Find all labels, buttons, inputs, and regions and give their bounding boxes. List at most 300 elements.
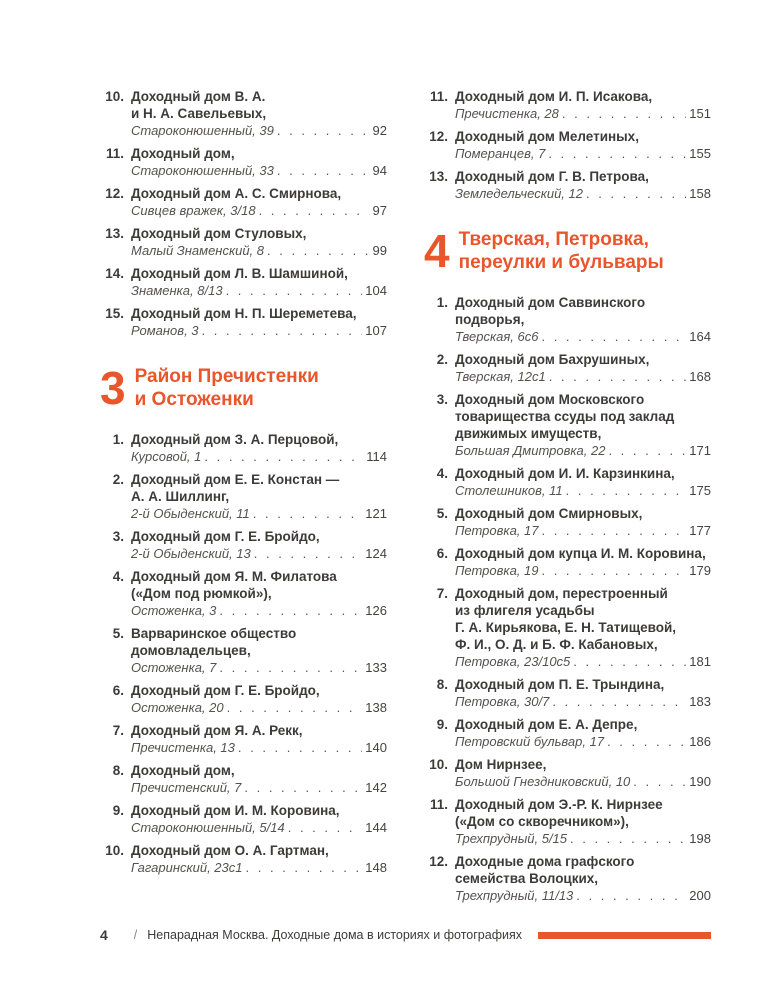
entry-address: Большой Гнездниковский, 10 bbox=[455, 774, 631, 789]
entry-page-number: 92 bbox=[372, 123, 387, 138]
entry-number: 8. bbox=[112, 763, 124, 778]
entry-title-line: Доходный дом В. А. bbox=[131, 89, 266, 104]
entry-title-line: Доходный дом И. М. Коровина, bbox=[131, 803, 340, 818]
entry-address-row bbox=[131, 659, 387, 676]
dot-leader bbox=[254, 545, 363, 562]
entry-title bbox=[455, 128, 711, 145]
entry-number: 7. bbox=[112, 723, 124, 738]
section-number: 3 bbox=[100, 362, 126, 414]
entry-title bbox=[131, 185, 387, 202]
section-header bbox=[424, 225, 711, 277]
toc-entry bbox=[424, 796, 711, 847]
entry-body bbox=[131, 682, 387, 716]
toc-entry bbox=[100, 625, 387, 676]
entry-number: 4. bbox=[112, 569, 124, 584]
entry-address: Курсовой, 1 bbox=[131, 449, 202, 464]
entry-title bbox=[131, 568, 387, 602]
entry-address-row bbox=[131, 505, 387, 522]
toc-entry bbox=[100, 145, 387, 179]
entry-page-number: 179 bbox=[689, 563, 711, 578]
entry-title bbox=[455, 545, 711, 562]
entry-title-line: А. А. Шиллинг, bbox=[131, 489, 230, 504]
entry-address: Петровка, 30/7 bbox=[455, 694, 550, 709]
entry-address-row bbox=[455, 328, 711, 345]
entry-address-row bbox=[131, 162, 387, 179]
entry-title-line: Доходный дом И. П. Исакова, bbox=[455, 89, 653, 104]
entry-address: Остоженка, 3 bbox=[131, 603, 217, 618]
entry-title bbox=[131, 802, 387, 819]
section-title-line: Район Пречистенки bbox=[134, 366, 319, 387]
entry-title-line: домовладельцев, bbox=[131, 643, 251, 658]
toc-column bbox=[100, 88, 387, 882]
entry-page-number: 190 bbox=[689, 774, 711, 789]
entry-page-number: 148 bbox=[365, 860, 387, 875]
dot-leader bbox=[219, 659, 362, 676]
toc-entry bbox=[100, 431, 387, 465]
section-title bbox=[135, 365, 319, 411]
entry-address: Пречистенка, 28 bbox=[455, 106, 559, 121]
entry-address: Петровка, 19 bbox=[455, 563, 539, 578]
entry-body bbox=[455, 294, 711, 345]
entry-address-row bbox=[131, 779, 387, 796]
entry-address-row bbox=[455, 368, 711, 385]
entry-address-row bbox=[131, 739, 387, 756]
entry-page-number: 198 bbox=[689, 831, 711, 846]
entry-title-line: из флигеля усадьбы bbox=[455, 603, 595, 618]
toc-entry bbox=[100, 762, 387, 796]
dot-leader bbox=[246, 859, 363, 876]
entry-address: 2-й Обыденский, 13 bbox=[131, 546, 251, 561]
entry-address-row bbox=[455, 733, 711, 750]
entry-number: 12. bbox=[105, 186, 124, 201]
entry-title-line: Доходный дом Бахрушиных, bbox=[455, 352, 650, 367]
entry-title-line: Доходный дом О. А. Гартман, bbox=[131, 843, 329, 858]
entry-address-row bbox=[131, 202, 387, 219]
entry-page-number: 200 bbox=[689, 888, 711, 903]
entry-page-number: 99 bbox=[372, 243, 387, 258]
toc-entry bbox=[424, 168, 711, 202]
entry-body bbox=[455, 351, 711, 385]
entry-page-number: 138 bbox=[365, 700, 387, 715]
entry-address: Староконюшенный, 33 bbox=[131, 163, 274, 178]
entry-title-line: и Н. А. Савельевых, bbox=[131, 106, 267, 121]
toc-entry bbox=[100, 185, 387, 219]
toc-entry bbox=[100, 682, 387, 716]
dot-leader bbox=[566, 482, 687, 499]
toc-entry bbox=[100, 265, 387, 299]
entry-number: 3. bbox=[112, 529, 124, 544]
dot-leader bbox=[244, 779, 362, 796]
entry-body bbox=[131, 471, 387, 522]
entry-address: Сивцев вражек, 3/18 bbox=[131, 203, 256, 218]
entry-title bbox=[131, 471, 387, 505]
entry-title bbox=[455, 88, 711, 105]
entry-number: 10. bbox=[429, 757, 448, 772]
dot-leader bbox=[202, 322, 363, 339]
dot-leader bbox=[238, 739, 362, 756]
entry-address-row bbox=[455, 105, 711, 122]
entry-title-line: Доходный дом, перестроенный bbox=[455, 586, 668, 601]
entry-page-number: 94 bbox=[372, 163, 387, 178]
entry-body bbox=[131, 762, 387, 796]
dot-leader bbox=[549, 368, 687, 385]
entry-title bbox=[131, 431, 387, 448]
entry-body bbox=[455, 585, 711, 670]
entry-title bbox=[131, 762, 387, 779]
toc-entry bbox=[424, 676, 711, 710]
entry-address-row bbox=[131, 602, 387, 619]
toc-entry bbox=[100, 471, 387, 522]
entry-address-row bbox=[131, 242, 387, 259]
entry-body bbox=[131, 528, 387, 562]
entry-title-line: Доходный дом купца И. М. Коровина, bbox=[455, 546, 706, 561]
entry-body bbox=[455, 88, 711, 122]
toc-entry bbox=[100, 568, 387, 619]
toc-entry bbox=[424, 545, 711, 579]
entry-number: 6. bbox=[112, 683, 124, 698]
entry-number: 13. bbox=[105, 226, 124, 241]
dot-leader bbox=[267, 242, 370, 259]
entry-page-number: 114 bbox=[366, 449, 387, 464]
toc-entry bbox=[424, 294, 711, 345]
dot-leader bbox=[573, 653, 686, 670]
entry-title bbox=[455, 168, 711, 185]
dot-leader bbox=[541, 328, 686, 345]
entry-address: Гагаринский, 23с1 bbox=[131, 860, 243, 875]
entry-address-row bbox=[455, 693, 711, 710]
entry-page-number: 121 bbox=[365, 506, 387, 521]
entry-title bbox=[455, 391, 711, 442]
entry-title bbox=[131, 88, 387, 122]
entry-page-number: 97 bbox=[372, 203, 387, 218]
entry-address-row bbox=[455, 887, 711, 904]
entry-address-row bbox=[131, 859, 387, 876]
entry-address: Померанцев, 7 bbox=[455, 146, 546, 161]
dot-leader bbox=[288, 819, 363, 836]
entry-number: 9. bbox=[112, 803, 124, 818]
entry-body bbox=[455, 716, 711, 750]
entry-body bbox=[131, 225, 387, 259]
entry-body bbox=[455, 796, 711, 847]
entry-page-number: 144 bbox=[365, 820, 387, 835]
entry-title bbox=[131, 722, 387, 739]
dot-leader bbox=[633, 773, 686, 790]
entry-page-number: 104 bbox=[365, 283, 387, 298]
dot-leader bbox=[562, 105, 686, 122]
toc-columns bbox=[100, 88, 711, 927]
entry-page-number: 175 bbox=[689, 483, 711, 498]
entry-title-line: Доходный дом Л. В. Шамшиной, bbox=[131, 266, 348, 281]
dot-leader bbox=[576, 887, 686, 904]
toc-entry bbox=[424, 585, 711, 670]
dot-leader bbox=[226, 282, 363, 299]
entry-title bbox=[455, 351, 711, 368]
entry-address-row bbox=[131, 122, 387, 139]
entry-title-line: Ф. И., О. Д. и Б. Ф. Кабановых, bbox=[455, 637, 658, 652]
entry-title-line: движимых имуществ, bbox=[455, 426, 602, 441]
entry-title bbox=[455, 853, 711, 887]
entry-address-row bbox=[455, 442, 711, 459]
entry-title bbox=[455, 505, 711, 522]
entry-page-number: 124 bbox=[365, 546, 387, 561]
entry-title-line: Г. А. Кирьякова, Е. Н. Татищевой, bbox=[455, 620, 677, 635]
entry-address-row bbox=[455, 185, 711, 202]
entry-title-line: Доходные дома графского bbox=[455, 854, 635, 869]
entry-address: Тверская, 6с6 bbox=[455, 329, 539, 344]
entry-body bbox=[455, 853, 711, 904]
entry-number: 12. bbox=[429, 129, 448, 144]
entry-page-number: 107 bbox=[365, 323, 387, 338]
entry-address-row bbox=[455, 145, 711, 162]
entry-page-number: 181 bbox=[689, 654, 711, 669]
entry-body bbox=[131, 722, 387, 756]
entry-number: 9. bbox=[436, 717, 448, 732]
entry-page-number: 155 bbox=[689, 146, 711, 161]
dot-leader bbox=[253, 505, 363, 522]
entry-title bbox=[455, 585, 711, 653]
entry-number: 12. bbox=[429, 854, 448, 869]
entry-number: 1. bbox=[112, 432, 124, 447]
entry-title-line: Дом Нирнзее, bbox=[455, 757, 547, 772]
entry-page-number: 142 bbox=[365, 780, 387, 795]
toc-entry bbox=[100, 305, 387, 339]
entry-title bbox=[131, 625, 387, 659]
entry-address-row bbox=[131, 282, 387, 299]
entry-body bbox=[131, 185, 387, 219]
entry-title-line: Доходный дом Мелетиных, bbox=[455, 129, 639, 144]
dot-leader bbox=[570, 830, 686, 847]
toc-column bbox=[424, 88, 711, 910]
entry-body bbox=[455, 676, 711, 710]
entry-address: 2-й Обыденский, 11 bbox=[131, 506, 250, 521]
entry-title-line: Доходный дом Н. П. Шереметева, bbox=[131, 306, 357, 321]
entry-title bbox=[455, 716, 711, 733]
entry-body bbox=[131, 431, 387, 465]
entry-address-row bbox=[131, 448, 387, 465]
entry-address: Знаменка, 8/13 bbox=[131, 283, 223, 298]
footer-accent-bar bbox=[538, 932, 711, 939]
entry-page-number: 126 bbox=[365, 603, 387, 618]
section-title bbox=[459, 228, 664, 274]
entry-title bbox=[131, 265, 387, 282]
toc-entry bbox=[424, 465, 711, 499]
entry-title-line: Доходный дом, bbox=[131, 763, 235, 778]
entry-title-line: Доходный дом Е. Е. Констан — bbox=[131, 472, 340, 487]
entry-address-row bbox=[455, 522, 711, 539]
entry-page-number: 151 bbox=[689, 106, 711, 121]
entry-number: 6. bbox=[436, 546, 448, 561]
dot-leader bbox=[277, 122, 370, 139]
toc-entry bbox=[100, 225, 387, 259]
entry-title bbox=[455, 294, 711, 328]
entry-address: Петровка, 17 bbox=[455, 523, 539, 538]
entry-page-number: 164 bbox=[689, 329, 711, 344]
entry-title-line: Доходный дом Е. А. Депре, bbox=[455, 717, 638, 732]
entry-address: Остоженка, 7 bbox=[131, 660, 217, 675]
entry-title bbox=[455, 676, 711, 693]
entry-page-number: 158 bbox=[689, 186, 711, 201]
entry-title-line: Доходный дом Саввинского подворья, bbox=[455, 295, 646, 327]
entry-page-number: 186 bbox=[689, 734, 711, 749]
entry-title bbox=[131, 225, 387, 242]
entry-body bbox=[131, 568, 387, 619]
entry-address: Столешников, 11 bbox=[455, 483, 563, 498]
toc-entry bbox=[424, 756, 711, 790]
section-number: 4 bbox=[424, 225, 450, 277]
dot-leader bbox=[259, 202, 370, 219]
entry-address-row bbox=[131, 819, 387, 836]
entry-body bbox=[455, 505, 711, 539]
entry-address: Земледельческий, 12 bbox=[455, 186, 583, 201]
dot-leader bbox=[541, 522, 686, 539]
entry-page-number: 133 bbox=[365, 660, 387, 675]
entry-number: 11. bbox=[105, 146, 124, 161]
entry-address-row bbox=[131, 699, 387, 716]
entry-title-line: Доходный дом А. С. Смирнова, bbox=[131, 186, 342, 201]
entry-title bbox=[455, 756, 711, 773]
dot-leader bbox=[227, 699, 363, 716]
entry-title bbox=[131, 842, 387, 859]
entry-body bbox=[131, 802, 387, 836]
footer bbox=[100, 927, 711, 943]
entry-address-row bbox=[131, 545, 387, 562]
footer-page-number: 4 bbox=[100, 927, 108, 943]
entry-address: Трехпрудный, 5/15 bbox=[455, 831, 568, 846]
entry-address-row bbox=[455, 773, 711, 790]
section-title-line: и Остоженки bbox=[134, 389, 254, 410]
entry-address: Малый Знаменский, 8 bbox=[131, 243, 265, 258]
entry-title-line: Доходный дом П. Е. Трындина, bbox=[455, 677, 665, 692]
entry-title-line: Доходный дом Я. А. Рекк, bbox=[131, 723, 303, 738]
entry-title-line: («Дом со скворечником»), bbox=[455, 814, 629, 829]
entry-page-number: 140 bbox=[365, 740, 387, 755]
entry-title bbox=[455, 796, 711, 830]
entry-body bbox=[131, 145, 387, 179]
entry-title-line: Доходный дом Московского bbox=[455, 392, 645, 407]
entry-title-line: Доходный дом Я. М. Филатова bbox=[131, 569, 337, 584]
dot-leader bbox=[277, 162, 370, 179]
entry-address: Трехпрудный, 11/13 bbox=[455, 888, 574, 903]
entry-number: 11. bbox=[429, 797, 448, 812]
dot-leader bbox=[204, 448, 363, 465]
entry-body bbox=[131, 305, 387, 339]
entry-number: 14. bbox=[105, 266, 124, 281]
entry-title bbox=[455, 465, 711, 482]
entry-title-line: Доходный дом З. А. Перцовой, bbox=[131, 432, 339, 447]
entry-title-line: Варваринское общество bbox=[131, 626, 297, 641]
toc-entry bbox=[424, 351, 711, 385]
entry-title-line: товарищества ссуды под заклад bbox=[455, 409, 675, 424]
entry-page-number: 183 bbox=[689, 694, 711, 709]
entry-title bbox=[131, 145, 387, 162]
toc-entry bbox=[100, 528, 387, 562]
entry-number: 7. bbox=[436, 586, 448, 601]
entry-body bbox=[455, 756, 711, 790]
entry-address: Остоженка, 20 bbox=[131, 700, 224, 715]
entry-number: 10. bbox=[105, 89, 124, 104]
entry-title-line: Доходный дом Г. Е. Бройдо, bbox=[131, 683, 320, 698]
dot-leader bbox=[548, 145, 686, 162]
entry-title-line: Доходный дом Г. Е. Бройдо, bbox=[131, 529, 320, 544]
footer-book-title: Непарадная Москва. Доходные дома в историях и фотографиях bbox=[147, 928, 522, 942]
entry-number: 5. bbox=[436, 506, 448, 521]
section-title-line: переулки и бульвары bbox=[458, 252, 664, 273]
entry-title-line: Доходный дом Г. В. Петрова, bbox=[455, 169, 649, 184]
toc-entry bbox=[424, 88, 711, 122]
entry-title bbox=[131, 528, 387, 545]
entry-body bbox=[455, 545, 711, 579]
entry-title-line: Доходный дом Смирновых, bbox=[455, 506, 643, 521]
entry-body bbox=[131, 88, 387, 139]
entry-address: Староконюшенный, 39 bbox=[131, 123, 274, 138]
dot-leader bbox=[607, 733, 686, 750]
entry-body bbox=[455, 465, 711, 499]
entry-number: 2. bbox=[112, 472, 124, 487]
entry-title-line: Доходный дом И. И. Карзинкина, bbox=[455, 466, 675, 481]
entry-number: 4. bbox=[436, 466, 448, 481]
dot-leader bbox=[608, 442, 686, 459]
entry-body bbox=[131, 842, 387, 876]
entry-address: Пречистенский, 7 bbox=[131, 780, 242, 795]
entry-address: Староконюшенный, 5/14 bbox=[131, 820, 285, 835]
toc-entry bbox=[424, 853, 711, 904]
section-header bbox=[100, 362, 387, 414]
entry-number: 2. bbox=[436, 352, 448, 367]
footer-separator: / bbox=[133, 928, 138, 942]
entry-title bbox=[131, 305, 387, 322]
entry-address-row bbox=[131, 322, 387, 339]
toc-entry bbox=[424, 128, 711, 162]
entry-number: 8. bbox=[436, 677, 448, 692]
entry-number: 5. bbox=[112, 626, 124, 641]
entry-title bbox=[131, 682, 387, 699]
toc-entry bbox=[100, 722, 387, 756]
entry-title-line: Доходный дом Стуловых, bbox=[131, 226, 307, 241]
toc-entry bbox=[100, 802, 387, 836]
entry-address: Тверская, 12с1 bbox=[455, 369, 546, 384]
entry-number: 10. bbox=[105, 843, 124, 858]
entry-address: Пречистенка, 13 bbox=[131, 740, 235, 755]
entry-number: 1. bbox=[436, 295, 448, 310]
entry-title-line: Доходный дом Э.-Р. К. Нирнзее bbox=[455, 797, 663, 812]
toc-entry bbox=[424, 391, 711, 459]
entry-body bbox=[131, 625, 387, 676]
entry-number: 13. bbox=[429, 169, 448, 184]
toc-entry bbox=[100, 842, 387, 876]
dot-leader bbox=[552, 693, 686, 710]
entry-number: 3. bbox=[436, 392, 448, 407]
entry-page-number: 171 bbox=[689, 443, 711, 458]
dot-leader bbox=[541, 562, 686, 579]
entry-body bbox=[455, 391, 711, 459]
entry-body bbox=[455, 168, 711, 202]
entry-number: 15. bbox=[105, 306, 124, 321]
entry-address: Большая Дмитровка, 22 bbox=[455, 443, 606, 458]
dot-leader bbox=[586, 185, 686, 202]
entry-address-row bbox=[455, 830, 711, 847]
entry-body bbox=[455, 128, 711, 162]
entry-title-line: («Дом под рюмкой»), bbox=[131, 586, 272, 601]
entry-address: Петровский бульвар, 17 bbox=[455, 734, 605, 749]
entry-address: Петровка, 23/10с5 bbox=[455, 654, 571, 669]
entry-title-line: семейства Волоцких, bbox=[455, 871, 599, 886]
toc-entry bbox=[100, 88, 387, 139]
entry-page-number: 177 bbox=[689, 523, 711, 538]
entry-address: Романов, 3 bbox=[131, 323, 199, 338]
dot-leader bbox=[219, 602, 362, 619]
entry-number: 11. bbox=[429, 89, 448, 104]
entry-body bbox=[131, 265, 387, 299]
